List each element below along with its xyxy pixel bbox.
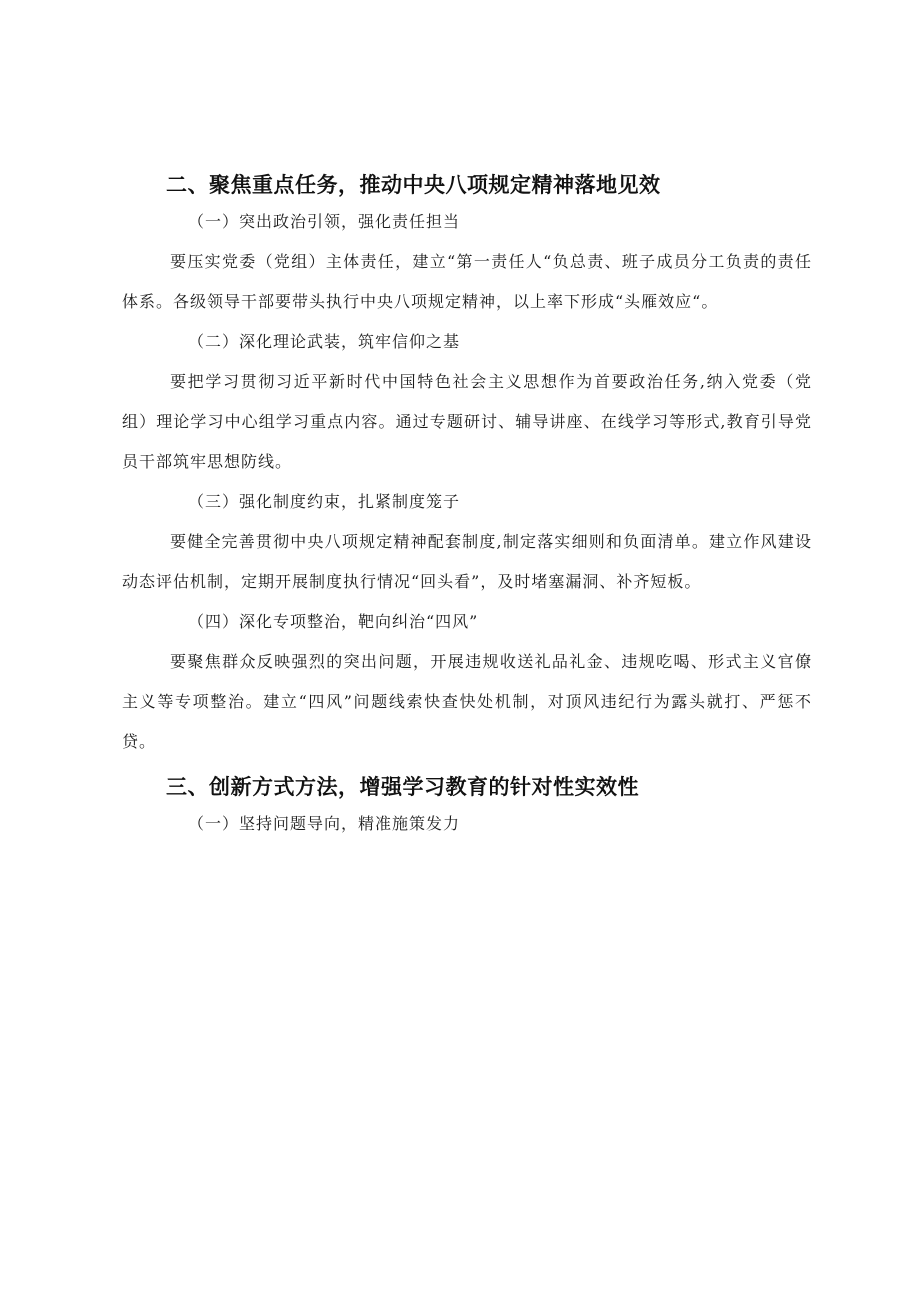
section-heading-2: 二、聚焦重点任务，推动中央八项规定精神落地见效 [166,173,661,197]
paragraph-2-2: 要把学习贯彻习近平新时代中国特色社会主义思想作为首要政治任务,纳入党委（党组）理论学习中心组学习重点内容。通过专题研讨、辅导讲座、在线学习等形式,教育引导党员干部筑牢思想防线。 [122,372,812,471]
paragraph-2-4: 要聚焦群众反映强烈的突出问题，开展违规收送礼品礼金、违规吃喝、形式主义官僚主义等专项整治。建立“四风”问题线索快查快处机制，对顶风违纪行为露头就打、严惩不贷。 [122,652,812,751]
subheading-2-4: （四）深化专项整治，靶向纠治“四风” [188,612,479,631]
subheading-2-2: （二）深化理论武装，筑牢信仰之基 [188,332,461,351]
subheading-3-1: （一）坚持问题导向，精准施策发力 [188,814,461,833]
subheading-2-1: （一）突出政治引领，强化责任担当 [188,212,461,231]
section-heading-3: 三、创新方式方法，增强学习教育的针对性实效性 [166,775,639,799]
paragraph-2-1: 要压实党委（党组）主体责任，建立“第一责任人“负总责、班子成员分工负责的责任体系。各级领导干部要带头执行中央八项规定精神，以上率下形成“头雁效应“。 [122,252,812,311]
paragraph-2-3: 要健全完善贯彻中央八项规定精神配套制度,制定落实细则和负面清单。建立作风建设动态评估机制，定期开展制度执行情况“回头看”，及时堵塞漏洞、补齐短板。 [122,532,812,591]
subheading-2-3: （三）强化制度约束，扎紧制度笼子 [188,492,461,511]
document-body [122,168,812,844]
